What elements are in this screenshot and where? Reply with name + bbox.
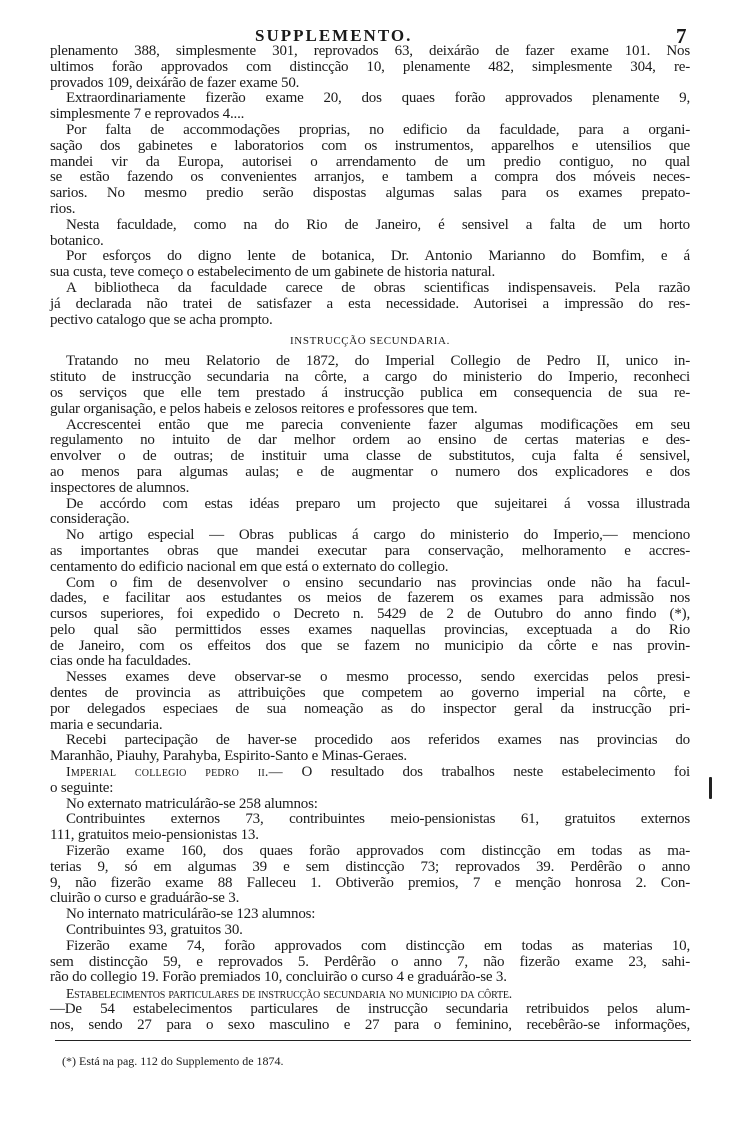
- paragraph: [50, 44, 690, 91]
- text-line: gular organisação, e pelos habeis e zelosos reitores e professores que tem.: [50, 400, 478, 417]
- text-line: pelo qual são permittidos esses exames naquellas provincias, exceptuada a do Rio: [50, 621, 690, 638]
- text-line: consideração.: [50, 511, 130, 528]
- text-line: [50, 765, 690, 781]
- paragraph: [50, 923, 690, 939]
- text-line: Tratando no meu Relatorio de 1872, do Imperial Collegio de Pedro II, unico in-: [66, 353, 690, 370]
- paragraph: [50, 91, 690, 123]
- text-line: mandei vir da Europa, autorisei o arrendamento de um predio contiguo, no qual: [50, 153, 690, 170]
- paragraph: [50, 670, 690, 733]
- text-line: sua custa, teve começo o estabelecimento de um gabinete de historia natural.: [50, 264, 496, 281]
- paragraph: [50, 797, 690, 813]
- text-line: No artigo especial — Obras publicas á cargo do ministerio do Imperio,— menciono: [66, 527, 690, 544]
- text-line: sação dos gabinetes e laboratorios com os instrumentos, apparelhos e utensilios que: [50, 137, 690, 154]
- text-line: 9, não fizerão exame 88 Falleceu 1. Obtiverão premios, 7 e menção honrosa 2. Con-: [50, 874, 690, 891]
- text-line: No internato matriculárão-se 123 alumnos:: [66, 906, 316, 923]
- text-line: Nesses exames deve observar-se o mesmo processo, sendo exercidas pelos presi-: [66, 669, 690, 686]
- text-line: A bibliotheca da faculdade carece de obras scientificas indispensaveis. Pela razão: [66, 279, 690, 296]
- text-line-content: O resultado dos trabalhos neste estabelecimento foi: [301, 764, 690, 781]
- text-line: provados 109, deixárão de fazer exame 50.: [50, 74, 300, 91]
- text-line: ao menos para algumas aulas; e de augmentar o numero dos explicadores e dos: [50, 463, 690, 480]
- text-line: stituto de instrucção secundaria na côrte, a cargo do ministerio do Imperio, reconheci: [50, 369, 690, 386]
- text-line: De accórdo com estas idéas preparo um projecto que sujeitarei á vossa illustrada: [66, 495, 690, 512]
- text-line: Accrescentei então que me parecia conveniente fazer algumas modificações em seu: [66, 416, 690, 433]
- paragraph: [50, 986, 690, 1033]
- text-line: Contribuintes externos 73, contribuintes meio-pensionistas 61, gratuitos externos: [66, 811, 690, 828]
- text-line: plenamento 388, simplesmente 301, reprovados 63, deixárão de fazer exame 101. Nos: [50, 43, 690, 59]
- paragraph: [50, 418, 690, 497]
- text-line: envolver o de outras; de instituir uma classe de substitutos, cuja falta é sensivel,: [50, 448, 690, 465]
- margin-mark: [709, 777, 712, 799]
- paragraph: [50, 576, 690, 671]
- footnote-rule: [55, 1040, 691, 1041]
- text-line: centamento do edificio nacional em que está o externato do collegio.: [50, 558, 449, 575]
- text-line: Extraordinariamente fizerão exame 20, dos quaes forão approvados plenamente 9,: [66, 90, 690, 107]
- paragraph: [50, 733, 690, 765]
- text-line: sarios. No mesmo predio serão dispostas algumas salas para os exames prepato-: [50, 185, 690, 202]
- text-line: terias 9, só em algumas 39 e sem distincção 73; reprovados 39. Perdêrão o anno: [50, 858, 690, 875]
- text-line: Com o fim de desenvolver o ensino secundario nas provincias onde não ha facul-: [66, 574, 690, 591]
- paragraph: [50, 907, 690, 923]
- paragraphs-before: [50, 44, 690, 328]
- text-line: dentes de provincia as attribuições que competem ao governo imperial na côrte, e: [50, 685, 690, 702]
- text-line: os serviços que elle tem prestado á instrucção publica em consequencia de sua re-: [50, 384, 690, 401]
- paragraph: [50, 123, 690, 218]
- text-line: Fizerão exame 74, forão approvados com distincção em todas as materias 10,: [66, 937, 690, 954]
- text-line: regulamento no intuito de dar melhor ordem ao ensino de certas materias e des-: [50, 432, 690, 449]
- text-line: cursos superiores, foi expedido o Decreto n. 5429 de 2 de Outubro do anno findo (*),: [50, 606, 690, 623]
- section-heading: INSTRUCÇÃO SECUNDARIA.: [290, 335, 450, 348]
- footnote: (*) Está na pag. 112 do Supplemento de 1874.: [62, 1054, 284, 1068]
- paragraph: [50, 497, 690, 529]
- text-line: inspectores de alumnos.: [50, 479, 190, 496]
- text-line: —De 54 estabelecimentos particulares de instrucção secundaria retribuidos pelos alum-: [50, 1001, 690, 1018]
- text-line: botanico.: [50, 232, 104, 249]
- text-line: rão do collegio 19. Forão premiados 10, concluirão o curso 4 e graduárão-se 3.: [50, 969, 507, 986]
- text-line: por delegados especiaes de sua nomeação as do inspector geral da instrucção pri-: [50, 700, 690, 717]
- paragraph-lead: Imperial collegio pedro ii.—: [66, 765, 283, 781]
- text-line: 111, gratuitos meio-pensionistas 13.: [50, 827, 259, 844]
- running-title: SUPPLEMENTO.: [255, 26, 413, 45]
- paragraph: [50, 281, 690, 328]
- paragraph: [50, 218, 690, 250]
- paragraph: [50, 765, 690, 797]
- text-line: Por esforços do digno lente de botanica, Dr. Antonio Marianno do Bomfim, e á: [66, 248, 690, 265]
- text-line: de Janeiro, com os effeitos dos que se fazem no municipio da côrte e nas provin-: [50, 637, 690, 654]
- paragraph-lead-heading: Estabelecimentos particulares de instrucção secundaria no municipio da côrte.: [66, 986, 512, 1002]
- paragraph: [50, 249, 690, 281]
- text-line: se estão fazendo os convenientes arranjos, e tambem a compra dos móveis neces-: [50, 169, 690, 186]
- text-line: Nesta faculdade, como na do Rio de Janeiro, é sensivel a falta de um horto: [66, 216, 690, 233]
- paragraphs-after: [50, 354, 690, 1033]
- text-line: o seguinte:: [50, 779, 114, 796]
- text-line: nos, sendo 27 para o sexo masculino e 27 para o feminino, recebêrão-se informações,: [50, 1016, 690, 1033]
- text-line: cluirão o curso e graduárão-se 3.: [50, 890, 240, 907]
- text-line: as importantes obras que mandei executar para conservação, melhoramento e accres-: [50, 542, 690, 559]
- text-line: simplesmente 7 e reprovados 4....: [50, 106, 245, 123]
- text-line: Fizerão exame 160, dos quaes forão approvados com distincção em todas as ma-: [66, 843, 690, 860]
- text-line: maria e secundaria.: [50, 716, 163, 733]
- page-number: 7: [676, 24, 687, 48]
- text-line: Contribuintes 93, gratuitos 30.: [66, 922, 243, 939]
- text-line: Recebi partecipação de haver-se procedido aos referidos exames nas provincias do: [66, 732, 690, 749]
- text-line: Maranhão, Piauhy, Parahyba, Espirito-Santo e Minas-Geraes.: [50, 748, 407, 765]
- paragraph: [50, 844, 690, 907]
- text-line: ultimos forão approvados com distincção 10, plenamente 482, simplesmente 304, re-: [50, 58, 690, 75]
- paragraph: [50, 528, 690, 575]
- text-line: rios.: [50, 200, 76, 217]
- paragraph: [50, 354, 690, 417]
- page-body: [50, 44, 690, 1034]
- text-line: já declarada não tratei de satisfazer a esta necessidade. Autorisei a impressão do res-: [50, 295, 690, 312]
- text-line: pectivo catalogo que se acha prompto.: [50, 311, 273, 328]
- text-line: cias onde ha faculdades.: [50, 653, 191, 670]
- text-line: Por falta de accommodações proprias, no edificio da faculdade, para a organi-: [66, 121, 690, 138]
- text-line: dades, e facilitar aos estudantes os meios de fazerem os exames para admissão nos: [50, 590, 690, 607]
- text-line: No externato matriculárão-se 258 alumnos:: [66, 795, 318, 812]
- paragraph: [50, 812, 690, 844]
- text-line: sem distincção 59, e reprovados 5. Perdêrão o anno 7, não fizerão exame 23, sahi-: [50, 953, 690, 970]
- paragraph: [50, 939, 690, 986]
